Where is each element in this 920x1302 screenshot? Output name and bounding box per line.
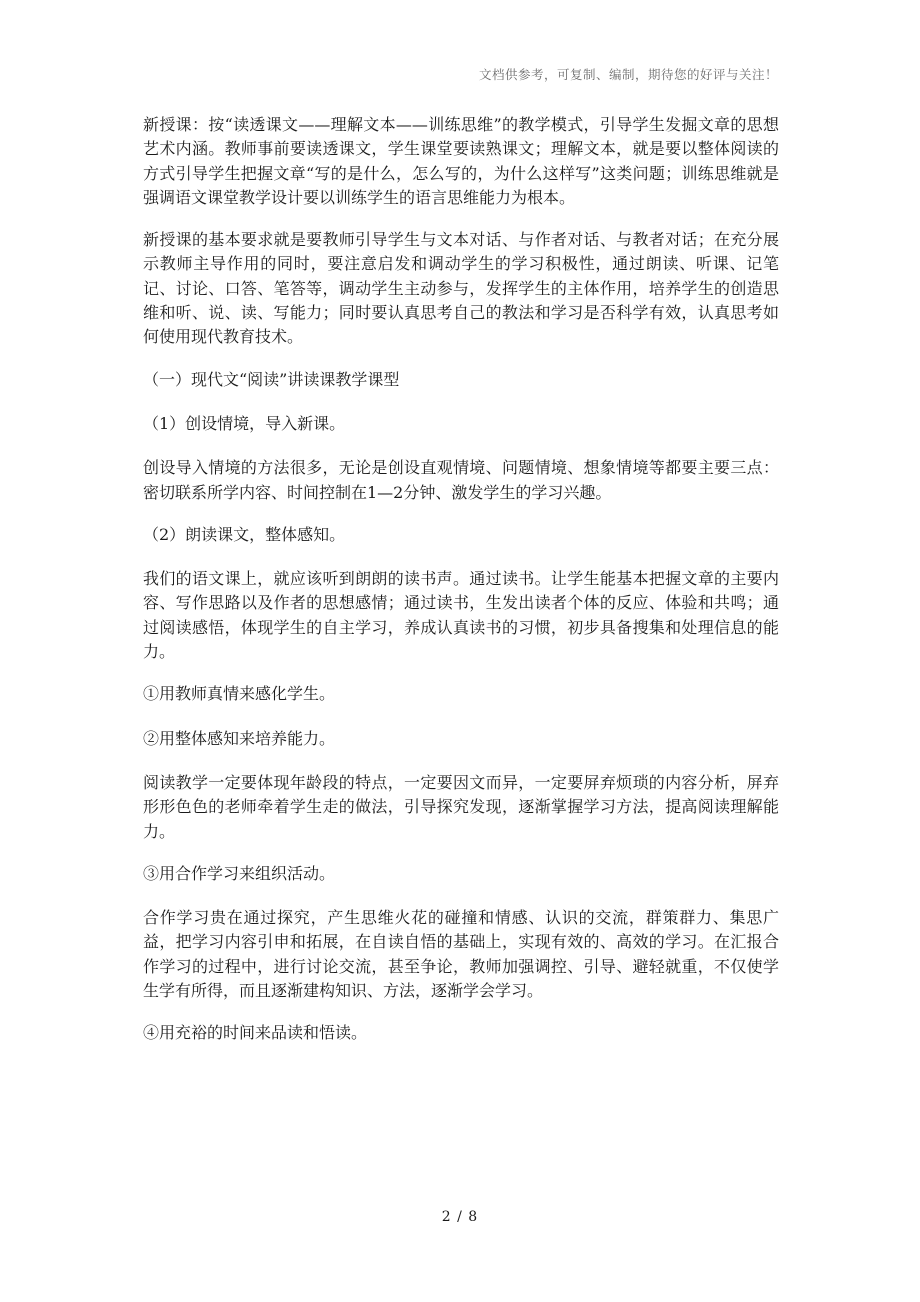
list-item-overall-perception: ②用整体感知来培养能力。 — [143, 728, 336, 748]
section-heading-reading-lesson: （一）现代文“阅读”讲读课教学课型 — [143, 369, 400, 389]
paragraph-create-situation: 创设导入情境的方法很多，无论是创设直观情境、问题情境、想象情境等都要主要三点：密切联系所学内容、时间控制在1—2分钟、激发学生的学习兴趣。 — [143, 458, 779, 502]
list-item-teacher-sincerity: ①用教师真情来感化学生。 — [143, 684, 336, 704]
document-body — [143, 113, 779, 1066]
paragraph-new-lesson-requirements: 新授课的基本要求就是要教师引导学生与文本对话、与作者对话、与教者对话；在充分展示教师主导作用的同时，要注意启发和调动学生的学习积极性，通过朗读、听课、记笔记、讨论、口答、笔答等，调动学生主动参与，发挥学生的主体作用，培养学生的创造思维和听、说、读、写能力；同时要认真思考自己的教法和学习是否科学有效，认真思考如何使用现代教育技术。 — [143, 230, 779, 347]
header-note: 文档供参考，可复制、编制，期待您的好评与关注！ — [478, 67, 778, 82]
paragraph-reading-teaching: 阅读教学一定要体现年龄段的特点，一定要因文而异，一定要屏弃烦琐的内容分析，屏弃形形色色的老师牵着学生走的做法，引导探究发现，逐渐掌握学习方法，提高阅读理解能力。 — [143, 772, 779, 841]
paragraph-cooperative-learning: 合作学习贵在通过探究，产生思维火花的碰撞和情感、认识的交流，群策群力、集思广益，把学习内容引申和拓展，在自读自悟的基础上，实现有效的、高效的学习。在汇报合作学习的过程中，进行讨论交流，甚至争论，教师加强调控、引导、避轻就重，不仅使学生学有所得，而且逐渐建构知识、方法，逐渐学会学习。 — [143, 908, 779, 1001]
step-heading-read-aloud: （2）朗读课文，整体感知。 — [143, 524, 346, 544]
step-heading-create-situation: （1）创设情境，导入新课。 — [143, 413, 346, 433]
list-item-ample-time: ④用充裕的时间来品读和悟读。 — [143, 1023, 368, 1043]
paragraph-read-aloud: 我们的语文课上，就应该听到朗朗的读书声。通过读书。让学生能基本把握文章的主要内容、写作思路以及作者的思想感情；通过读书，生发出读者个体的反应、体验和共鸣；通过阅读感悟，体现学生的自主学习，养成认真读书的习惯，初步具备搜集和处理信息的能力。 — [143, 569, 779, 662]
page-number: 2 / 8 — [441, 1209, 479, 1225]
list-item-cooperative-learning: ③用合作学习来组织活动。 — [143, 863, 336, 883]
paragraph-new-lesson-mode: 新授课：按“读透课文——理解文本——训练思维”的教学模式，引导学生发掘文章的思想艺术内涵。教师事前要读透课文，学生课堂要读熟课文；理解文本，就是要以整体阅读的方式引导学生把握文章“写的是什么，怎么写的，为什么这样写”这类问题；训练思维就是强调语文课堂教学设计要以训练学生的语言思维能力为根本。 — [143, 115, 779, 207]
